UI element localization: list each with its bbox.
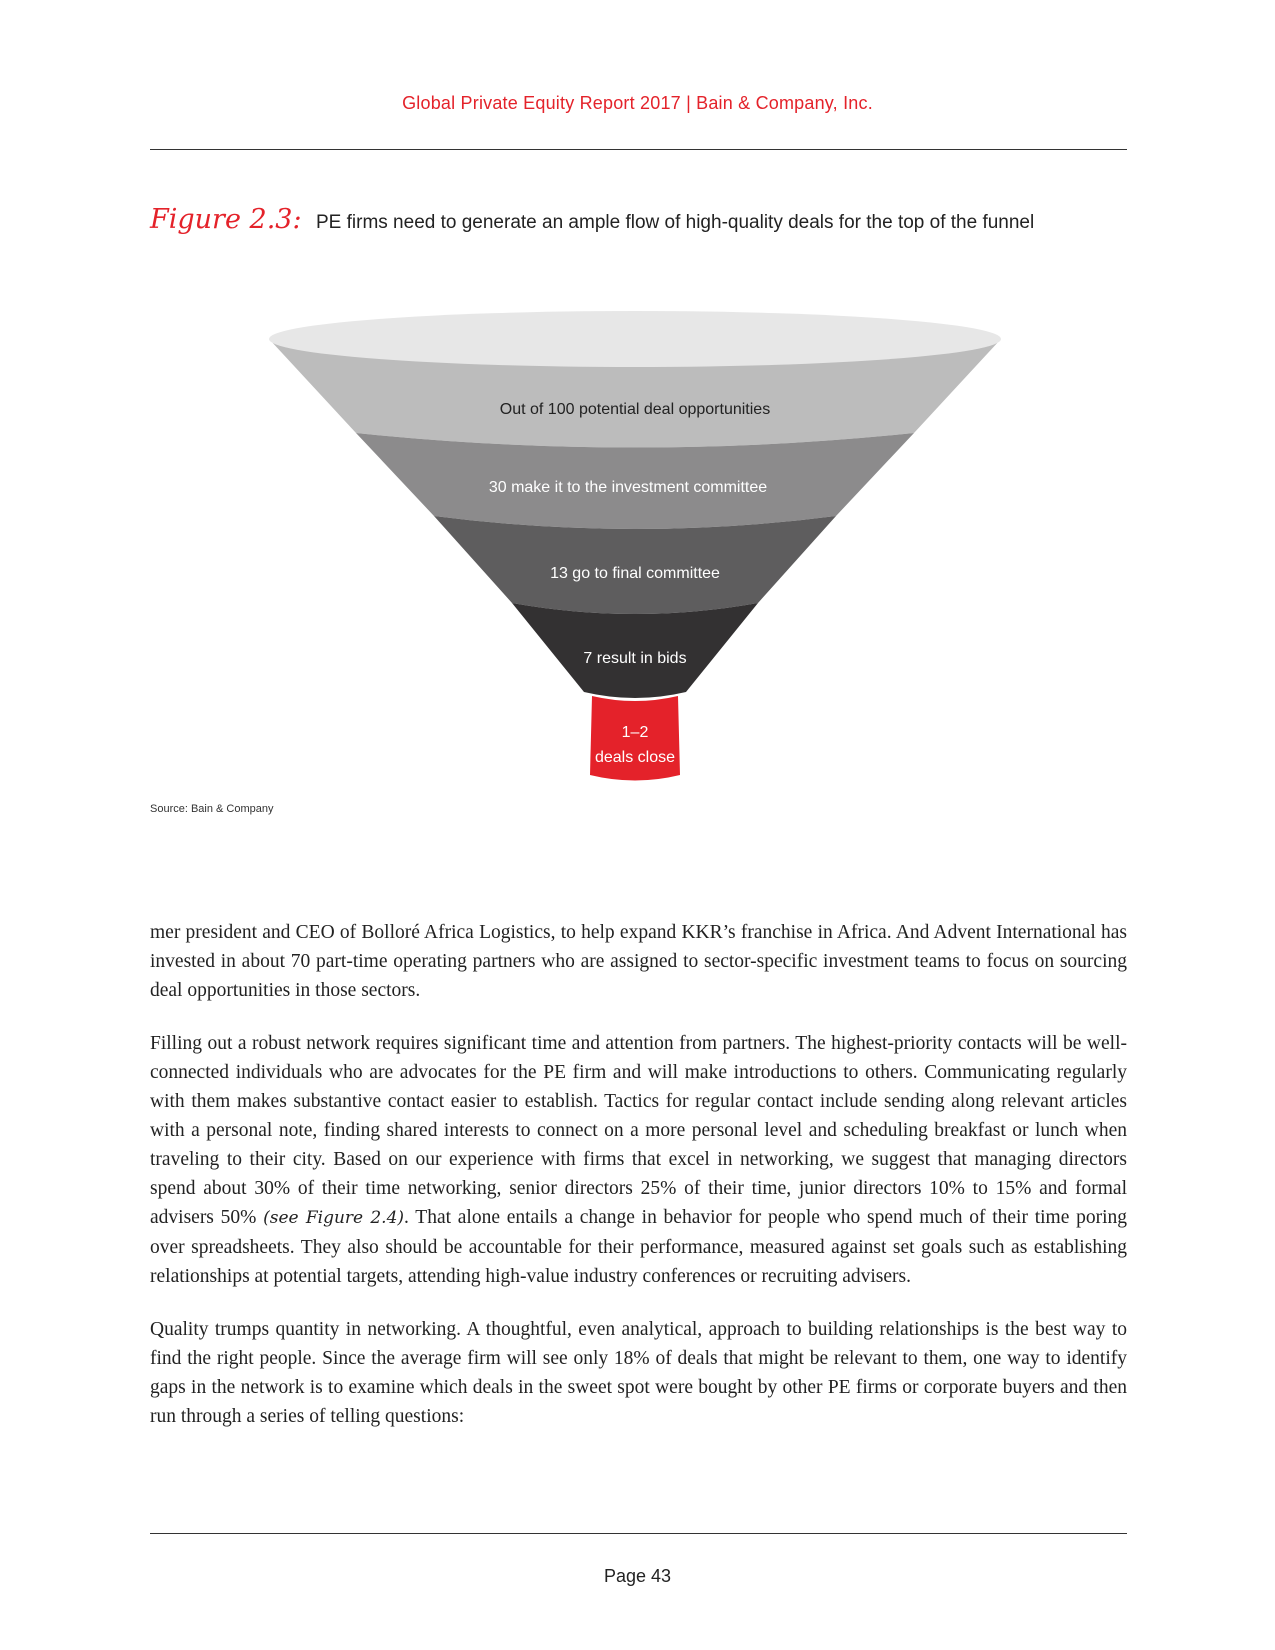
running-header: Global Private Equity Report 2017 | Bain & Company, Inc.: [402, 93, 873, 113]
stage-2-label: 30 make it to the investment committee: [488, 479, 768, 496]
stage-4-label: 7 result in bids: [583, 650, 687, 667]
stage-1-label: Out of 100 potential deal opportunities: [499, 401, 771, 418]
page-number: Page 43: [603, 1566, 672, 1586]
figure-source: Source: Bain & Company: [150, 803, 274, 815]
paragraph-3: Quality trumps quantity in networking. A thoughtful, even analytical, approach to building relationships is the best way to find the right people. Since the average firm will see only 18% of deals that might be relevant to them, one way to identify gaps in the network is to examine which deals in the sweet spot were bought by other PE firms or corporate buyers and then run through a series of telling questions:: [150, 1319, 1127, 1427]
funnel-diagram: [0, 0, 1275, 790]
stage-3-label: 13 go to final committee: [550, 565, 720, 582]
body-text: [150, 918, 1127, 1455]
paragraph-2-text-a: Filling out a robust network requires significant time and attention from partners. The highest-priority contacts will be well-connected individuals who are advocates for the PE firm and will make introductions to others. Communicating regularly with them makes substantive contact easier to establish. Tactics for regular contact include sending along relevant articles with a personal note, finding shared interests to connect on a more personal level and scheduling breakfast or lunch when traveling to their city. Based on our experience with firms that excel in networking, we suggest that managing directors spend about 30% of their time networking, senior directors 25% of their time, junior directors 10% to 15% and formal advisers 50%: [150, 1033, 1127, 1228]
close-label-line2: deals close: [594, 749, 676, 766]
funnel-rim: [269, 311, 1001, 367]
paragraph-2-text-b: . That alone entails a change in behavior for people who spend much of their time poring over spreadsheets. They also should be accountable for their performance, measured against set goals such as establishing relationships at potential targets, attending high-value industry conferences or recruiting advisers.: [150, 1207, 1127, 1287]
figure-label: Figure 2.3:: [150, 204, 302, 235]
figure-caption: PE firms need to generate an ample flow of high-quality deals for the top of the funnel: [316, 212, 1035, 233]
figure-reference-link: (see Figure 2.4): [263, 1208, 405, 1228]
footer-rule: [150, 1533, 1127, 1534]
close-label-line1: 1–2: [621, 724, 649, 741]
paragraph-2: [150, 1029, 1127, 1291]
paragraph-1: mer president and CEO of Bolloré Africa Logistics, to help expand KKR’s franchise in Africa. And Advent International has invested in about 70 part-time operating partners who are assigned to sector-specific investment teams to focus on sourcing deal opportunities in those sectors.: [150, 922, 1127, 1001]
